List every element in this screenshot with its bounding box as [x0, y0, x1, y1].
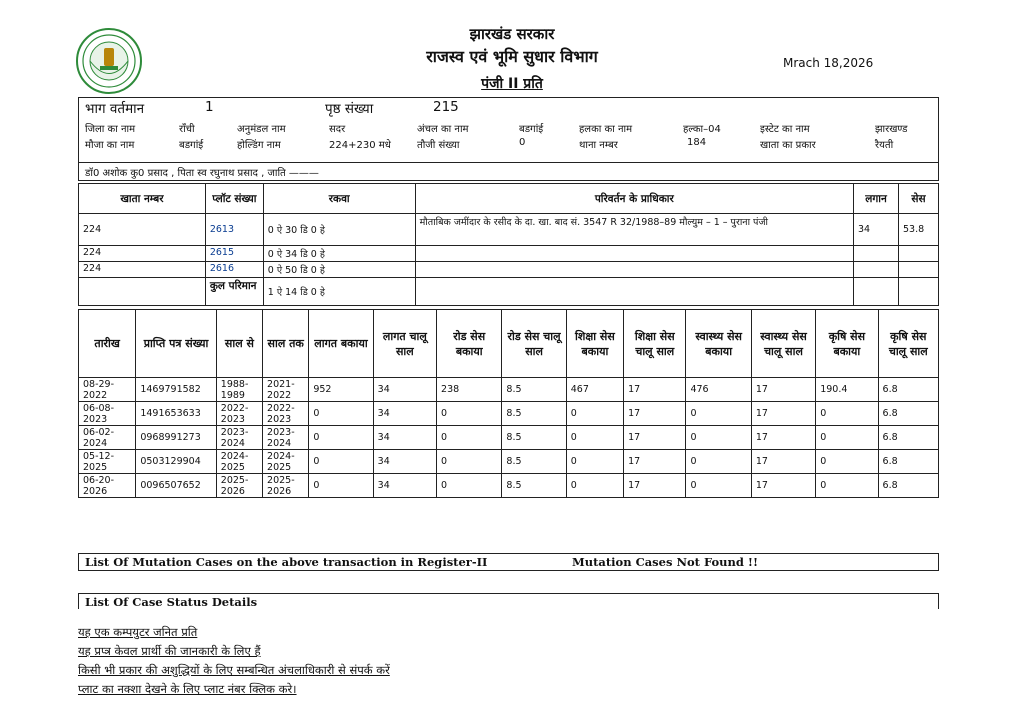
payment-cell: 0 [566, 450, 623, 474]
holding-label: होल्डिंग नाम [237, 140, 281, 151]
table-row [79, 450, 939, 474]
payment-cell: 2021-2022 [263, 378, 309, 402]
cess [898, 262, 938, 278]
payment-cell: 0 [686, 474, 751, 498]
plot-table [78, 183, 939, 306]
table-row [79, 402, 939, 426]
area: 0 ऐ 30 डि 0 हे [263, 214, 415, 246]
payment-cell: 2022-2023 [216, 402, 262, 426]
payment-cell: 0 [686, 450, 751, 474]
table-row [79, 474, 939, 498]
payment-cell: 2023-2024 [216, 426, 262, 450]
mutation-label: List Of Mutation Cases on the above transaction in Register-II [85, 555, 488, 569]
payment-cell: 0 [566, 402, 623, 426]
cess [898, 246, 938, 262]
payment-cell: 2023-2024 [263, 426, 309, 450]
owner-details: डॉ0 अशोक कु0 प्रसाद , पिता स्व रघुनाथ प्रसाद , जाति ——— [85, 168, 319, 179]
department-title: राजस्व एवं भूमि सुधार विभाग [426, 47, 598, 66]
payment-cell: 0 [816, 450, 878, 474]
area: 0 ऐ 50 डि 0 हे [263, 262, 415, 278]
payment-cell: 0 [816, 402, 878, 426]
payment-cell: 17 [751, 474, 815, 498]
payment-cell: 467 [566, 378, 623, 402]
payment-cell: 17 [751, 426, 815, 450]
payment-cell: 34 [373, 450, 436, 474]
payment-cell: 8.5 [502, 378, 566, 402]
note-contact-officer: किसी भी प्रकार की अशुद्धियों के लिए सम्बन्धित अंचलाधिकारी से संपर्क करें [78, 663, 390, 677]
col-authority: परिवर्तन के प्राधिकार [415, 184, 853, 214]
khata-number: 224 [79, 246, 206, 262]
table-row [79, 262, 939, 278]
payment-cell: 17 [751, 378, 815, 402]
khata-type-label: खाता का प्रकार [760, 140, 816, 151]
khata-number: 224 [79, 262, 206, 278]
payment-cell: 8.5 [502, 426, 566, 450]
payment-cell: 17 [751, 450, 815, 474]
payment-cell: 6.8 [878, 378, 938, 402]
page-label: पृष्ठ संख्या [325, 101, 374, 117]
payment-col-header: लागत बकाया [309, 310, 373, 378]
payment-cell: 34 [373, 378, 436, 402]
payment-cell: 8.5 [502, 450, 566, 474]
payment-col-header: तारीख [79, 310, 136, 378]
estate-value: झारखण्ड [875, 124, 908, 135]
payment-cell: 0 [309, 474, 373, 498]
bhag-value: 1 [205, 99, 214, 115]
payment-cell: 1491653633 [136, 402, 216, 426]
payment-col-header: शिक्षा सेस बकाया [566, 310, 623, 378]
payment-cell: 6.8 [878, 450, 938, 474]
payment-cell: 2025-2026 [216, 474, 262, 498]
payment-col-header: साल तक [263, 310, 309, 378]
col-area: रकवा [263, 184, 415, 214]
payment-cell: 1469791582 [136, 378, 216, 402]
payment-cell: 190.4 [816, 378, 878, 402]
payment-cell: 06-20-2026 [79, 474, 136, 498]
payment-cell: 238 [437, 378, 502, 402]
payment-col-header: कृषि सेस बकाया [816, 310, 878, 378]
lagan: 34 [854, 214, 899, 246]
payment-cell: 0 [437, 426, 502, 450]
col-lagan: लगान [854, 184, 899, 214]
payment-cell: 1988-1989 [216, 378, 262, 402]
cess: 53.8 [898, 214, 938, 246]
payment-col-header: शिक्षा सेस चालू साल [624, 310, 686, 378]
payment-cell: 06-02-2024 [79, 426, 136, 450]
total-label: कुल परिमान [205, 278, 263, 306]
col-khata: खाता नम्बर [79, 184, 206, 214]
payment-cell: 6.8 [878, 426, 938, 450]
register-title: पंजी II प्रति [481, 76, 543, 92]
page-value: 215 [433, 99, 459, 115]
case-status-label: List Of Case Status Details [85, 595, 258, 609]
estate-label: इस्टेट का नाम [760, 124, 810, 135]
payment-cell: 05-12-2025 [79, 450, 136, 474]
authority [415, 262, 853, 278]
payment-cell: 0 [309, 450, 373, 474]
payment-cell: 08-29-2022 [79, 378, 136, 402]
holding-value: 224+230 मधे [329, 140, 391, 151]
area: 0 ऐ 34 डि 0 हे [263, 246, 415, 262]
table-row [79, 246, 939, 262]
note-map-link[interactable]: प्लाट का नक्शा देखने के लिए प्लाट नंबर क्लिक करे। [78, 682, 297, 696]
payment-col-header: रोड सेस बकाया [437, 310, 502, 378]
mutation-status: Mutation Cases Not Found !! [572, 555, 759, 569]
tauji-label: तौजी संख्या [417, 140, 460, 151]
circle-value: बडगांई [519, 124, 544, 135]
payment-cell: 6.8 [878, 474, 938, 498]
payment-col-header: स्वास्थ्य सेस चालू साल [751, 310, 815, 378]
authority: मौताबिक जमींदार के रसीद के दा. खा. बाद सं. 3547 R 32/1988–89 मौल्युम – 1 – पुराना पंजी [415, 214, 853, 246]
note-info-only: यह प्रप्त्र केवल प्रार्थी की जानकारी के लिए हैं [78, 644, 261, 658]
circle-label: अंचल का नाम [417, 124, 469, 135]
payment-cell: 34 [373, 474, 436, 498]
thana-label: थाना नम्बर [579, 140, 618, 151]
halka-value: हल्का–04 [683, 124, 721, 135]
payment-cell: 06-08-2023 [79, 402, 136, 426]
payment-cell: 0 [309, 402, 373, 426]
plot-number-link[interactable]: 2613 [205, 214, 263, 246]
payment-col-header: साल से [216, 310, 262, 378]
bhag-label: भाग वर्तमान [85, 101, 145, 117]
table-row [79, 426, 939, 450]
payment-cell: 6.8 [878, 402, 938, 426]
district-value: राँची [179, 124, 195, 135]
payment-cell: 0 [686, 402, 751, 426]
payment-col-header: रोड सेस चालू साल [502, 310, 566, 378]
mauja-value: बडगांई [179, 140, 204, 151]
payment-col-header: स्वास्थ्य सेस बकाया [686, 310, 751, 378]
table-row [79, 378, 939, 402]
plot-number-link[interactable]: 2615 [205, 246, 263, 262]
info-box [78, 97, 939, 181]
total-area: 1 ऐ 14 डि 0 हे [263, 278, 415, 306]
note-computer-generated: यह एक कम्पयुटर जनित प्रति [78, 625, 198, 639]
khata-type-value: रैयती [875, 140, 894, 151]
khata-number: 224 [79, 214, 206, 246]
col-plot: प्लॉट संख्या [205, 184, 263, 214]
tauji-value: 0 [519, 137, 526, 148]
thana-value: 184 [687, 137, 707, 148]
payment-cell: 0 [309, 426, 373, 450]
payment-cell: 17 [624, 378, 686, 402]
col-cess: सेस [898, 184, 938, 214]
payment-cell: 34 [373, 426, 436, 450]
government-title: झारखंड सरकार [469, 25, 555, 43]
payment-cell: 0 [566, 426, 623, 450]
payment-cell: 17 [624, 402, 686, 426]
total-row [79, 278, 939, 306]
payment-cell: 0 [437, 402, 502, 426]
payment-cell: 0968991273 [136, 426, 216, 450]
table-row [79, 214, 939, 246]
payment-cell: 0096507652 [136, 474, 216, 498]
payment-cell: 0 [816, 474, 878, 498]
payment-cell: 17 [624, 450, 686, 474]
payment-cell: 34 [373, 402, 436, 426]
payment-cell: 0 [437, 474, 502, 498]
subdivision-label: अनुमंडल नाम [237, 124, 286, 135]
payment-cell: 2024-2025 [216, 450, 262, 474]
mauja-label: मौजा का नाम [85, 140, 135, 151]
payment-cell: 17 [624, 474, 686, 498]
payment-table [78, 309, 939, 498]
payment-col-header: कृषि सेस चालू साल [878, 310, 938, 378]
payment-cell: 0 [816, 426, 878, 450]
payment-cell: 17 [751, 402, 815, 426]
lagan [854, 262, 899, 278]
authority [415, 246, 853, 262]
payment-cell: 952 [309, 378, 373, 402]
district-label: जिला का नाम [85, 124, 136, 135]
subdivision-value: सदर [329, 124, 346, 135]
payment-cell: 8.5 [502, 402, 566, 426]
payment-cell: 0 [686, 426, 751, 450]
payment-cell: 8.5 [502, 474, 566, 498]
halka-label: हलका का नाम [579, 124, 633, 135]
lagan [854, 246, 899, 262]
payment-cell: 0 [566, 474, 623, 498]
payment-col-header: लागत चालू साल [373, 310, 436, 378]
plot-number-link[interactable]: 2616 [205, 262, 263, 278]
payment-cell: 2024-2025 [263, 450, 309, 474]
case-status-bar [78, 593, 939, 609]
payment-col-header: प्राप्ति पत्र संख्या [136, 310, 216, 378]
payment-cell: 2022-2023 [263, 402, 309, 426]
mutation-bar [78, 553, 939, 571]
document-date: Mrach 18,2026 [783, 56, 874, 70]
payment-cell: 476 [686, 378, 751, 402]
payment-cell: 2025-2026 [263, 474, 309, 498]
payment-cell: 17 [624, 426, 686, 450]
payment-cell: 0503129904 [136, 450, 216, 474]
payment-cell: 0 [437, 450, 502, 474]
